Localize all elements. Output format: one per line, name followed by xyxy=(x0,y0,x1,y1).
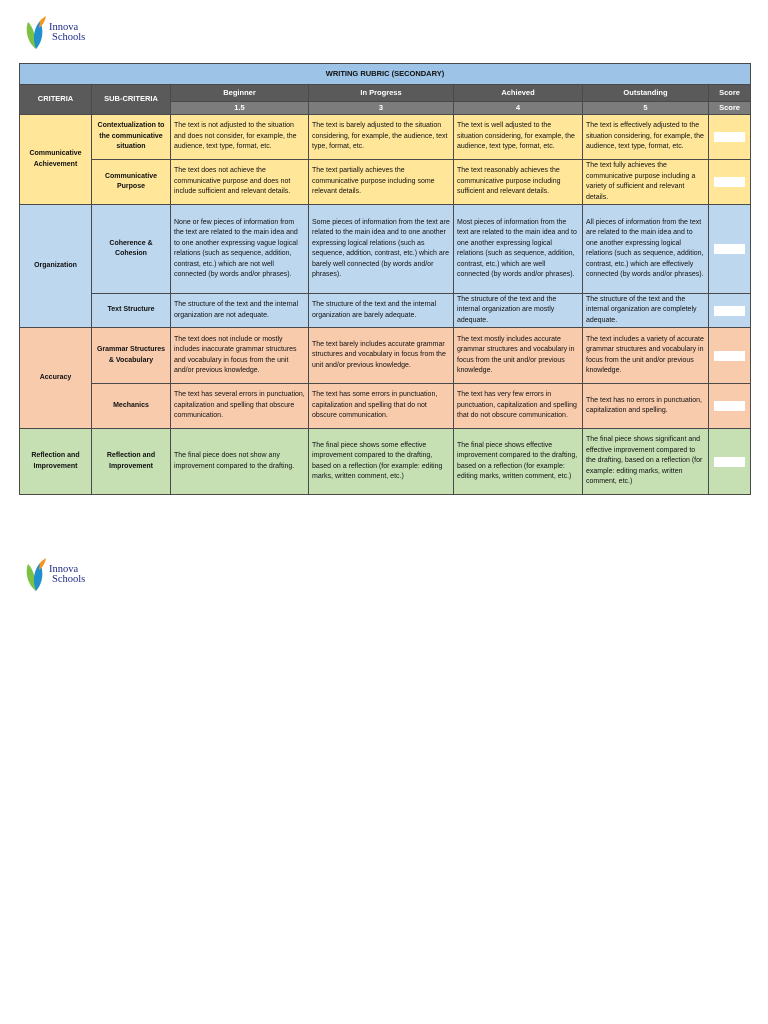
descriptor-cell: The final piece shows significant and effective improvement compared to the drafting, based on a reflection (for example: editing marks, written comment, etc.) xyxy=(583,429,709,495)
descriptor-cell: The structure of the text and the internal organization are completely adequate. xyxy=(583,294,709,328)
score-input-box[interactable] xyxy=(714,132,745,142)
descriptor-cell: The text barely includes accurate grammar structures and vocabulary in focus from the unit and/or previous knowledge. xyxy=(309,328,454,384)
subcriteria-header: SUB-CRITERIA xyxy=(92,85,171,115)
brand-logo xyxy=(24,16,85,50)
descriptor-cell: The final piece shows some effective improvement compared to the drafting, based on a reflection (for example: editing marks, written comment, etc.) xyxy=(309,429,454,495)
descriptor-cell: The text has several errors in punctuation, capitalization and spelling that obscure communication. xyxy=(171,384,309,429)
score-header: Score xyxy=(709,85,751,102)
descriptor-cell: The text is not adjusted to the situation and does not consider, for example, the audience, text type, format, etc. xyxy=(171,115,309,160)
level-header-outstanding: Outstanding xyxy=(583,85,709,102)
descriptor-cell: The text does not achieve the communicative purpose and does not include sufficient and relevant details. xyxy=(171,160,309,205)
brand-line-2: Schools xyxy=(52,32,86,43)
descriptor-cell: The text does not include or mostly includes inaccurate grammar structures and vocabulary in focus from the unit and/or previous knowledge. xyxy=(171,328,309,384)
score-cell[interactable] xyxy=(709,294,751,328)
score-input-box[interactable] xyxy=(714,457,745,467)
descriptor-cell: The text has no errors in punctuation, capitalization and spelling. xyxy=(583,384,709,429)
writing-rubric-table xyxy=(19,63,751,495)
descriptor-cell: The text is barely adjusted to the situation considering, for example, the audience, text type, format, etc. xyxy=(309,115,454,160)
table-row xyxy=(20,328,751,384)
descriptor-cell: The structure of the text and the internal organization are not adequate. xyxy=(171,294,309,328)
brand-line-2: Schools xyxy=(52,574,86,585)
score-input-box[interactable] xyxy=(714,401,745,411)
level-points-in-progress: 3 xyxy=(309,102,454,115)
brand-name xyxy=(49,23,85,43)
descriptor-cell: The final piece shows effective improvement compared to the drafting, based on a reflection (for example: editing marks, written comment, etc.) xyxy=(454,429,583,495)
score-cell[interactable] xyxy=(709,205,751,294)
descriptor-cell: The text is effectively adjusted to the situation considering, for example, the audience, text type, format, etc. xyxy=(583,115,709,160)
subcriteria-contextualization: Contextualization to the communicative situation xyxy=(92,115,171,160)
descriptor-cell: The final piece does not show any improvement compared to the drafting. xyxy=(171,429,309,495)
level-header-achieved: Achieved xyxy=(454,85,583,102)
brand-name xyxy=(49,565,85,585)
rubric-title: WRITING RUBRIC (SECONDARY) xyxy=(20,64,751,85)
descriptor-cell: The text has very few errors in punctuation, capitalization and spelling that do not obscure communication. xyxy=(454,384,583,429)
descriptor-cell: The text has some errors in punctuation, capitalization and spelling that do not obscure communication. xyxy=(309,384,454,429)
leaf-logo-icon xyxy=(24,558,46,592)
criteria-accuracy: Accuracy xyxy=(20,328,92,429)
descriptor-cell: The text reasonably achieves the communicative purpose including sufficient and relevant details. xyxy=(454,160,583,205)
table-row xyxy=(20,205,751,294)
subcriteria-mechanics: Mechanics xyxy=(92,384,171,429)
descriptor-cell: Some pieces of information from the text are related to the main idea and to one another expressing logical relations (such as sequence, addition, contrast, etc.) which are barely well connected (by words and/or phrases). xyxy=(309,205,454,294)
descriptor-cell: The text mostly includes accurate grammar structures and vocabulary in focus from the unit and/or previous knowledge. xyxy=(454,328,583,384)
criteria-communicative-achievement: Communicative Achievement xyxy=(20,115,92,205)
level-points-beginner: 1.5 xyxy=(171,102,309,115)
level-points-achieved: 4 xyxy=(454,102,583,115)
descriptor-cell: Most pieces of information from the text are related to the main idea and to one another expressing logical relations (such as sequence, addition, contrast, etc.) which are well connected (by words and/or phrases). xyxy=(454,205,583,294)
table-row xyxy=(20,294,751,328)
descriptor-cell: The structure of the text and the internal organization are barely adequate. xyxy=(309,294,454,328)
score-cell[interactable] xyxy=(709,160,751,205)
table-row xyxy=(20,429,751,495)
level-header-beginner: Beginner xyxy=(171,85,309,102)
score-input-box[interactable] xyxy=(714,351,745,361)
brand-logo-secondary xyxy=(24,558,85,592)
subcriteria-reflection-improvement: Reflection and Improvement xyxy=(92,429,171,495)
leaf-logo-icon xyxy=(24,16,46,50)
score-cell[interactable] xyxy=(709,328,751,384)
score-cell[interactable] xyxy=(709,115,751,160)
descriptor-cell: The text partially achieves the communicative purpose including some relevant details. xyxy=(309,160,454,205)
table-row xyxy=(20,384,751,429)
criteria-reflection-improvement: Reflection and Improvement xyxy=(20,429,92,495)
table-row xyxy=(20,115,751,160)
subcriteria-grammar-vocabulary: Grammar Structures & Vocabulary xyxy=(92,328,171,384)
descriptor-cell: None or few pieces of information from the text are related to the main idea and to one another expressing vague logical relations (such as sequence, addition, contrast, etc.) which are not well connected (by words and/or phrases). xyxy=(171,205,309,294)
subcriteria-communicative-purpose: Communicative Purpose xyxy=(92,160,171,205)
table-row xyxy=(20,160,751,205)
level-header-in-progress: In Progress xyxy=(309,85,454,102)
score-subheader: Score xyxy=(709,102,751,115)
score-cell[interactable] xyxy=(709,429,751,495)
descriptor-cell: All pieces of information from the text are related to the main idea and to one another expressing logical relations (such as sequence, addition, contrast, etc.) which are effectively connected (by words and/or phrases). xyxy=(583,205,709,294)
brand-line-1: Innova xyxy=(49,22,79,33)
criteria-organization: Organization xyxy=(20,205,92,328)
descriptor-cell: The structure of the text and the internal organization are mostly adequate. xyxy=(454,294,583,328)
subcriteria-coherence-cohesion: Coherence & Cohesion xyxy=(92,205,171,294)
brand-line-1: Innova xyxy=(49,564,79,575)
descriptor-cell: The text fully achieves the communicative purpose including a variety of sufficient and relevant details. xyxy=(583,160,709,205)
score-input-box[interactable] xyxy=(714,244,745,254)
score-cell[interactable] xyxy=(709,384,751,429)
descriptor-cell: The text is well adjusted to the situation considering, for example, the audience, text type, format, etc. xyxy=(454,115,583,160)
subcriteria-text-structure: Text Structure xyxy=(92,294,171,328)
score-input-box[interactable] xyxy=(714,177,745,187)
score-input-box[interactable] xyxy=(714,306,745,316)
level-points-outstanding: 5 xyxy=(583,102,709,115)
descriptor-cell: The text includes a variety of accurate grammar structures and vocabulary in focus from the unit and/or previous knowledge. xyxy=(583,328,709,384)
criteria-header: CRITERIA xyxy=(20,85,92,115)
